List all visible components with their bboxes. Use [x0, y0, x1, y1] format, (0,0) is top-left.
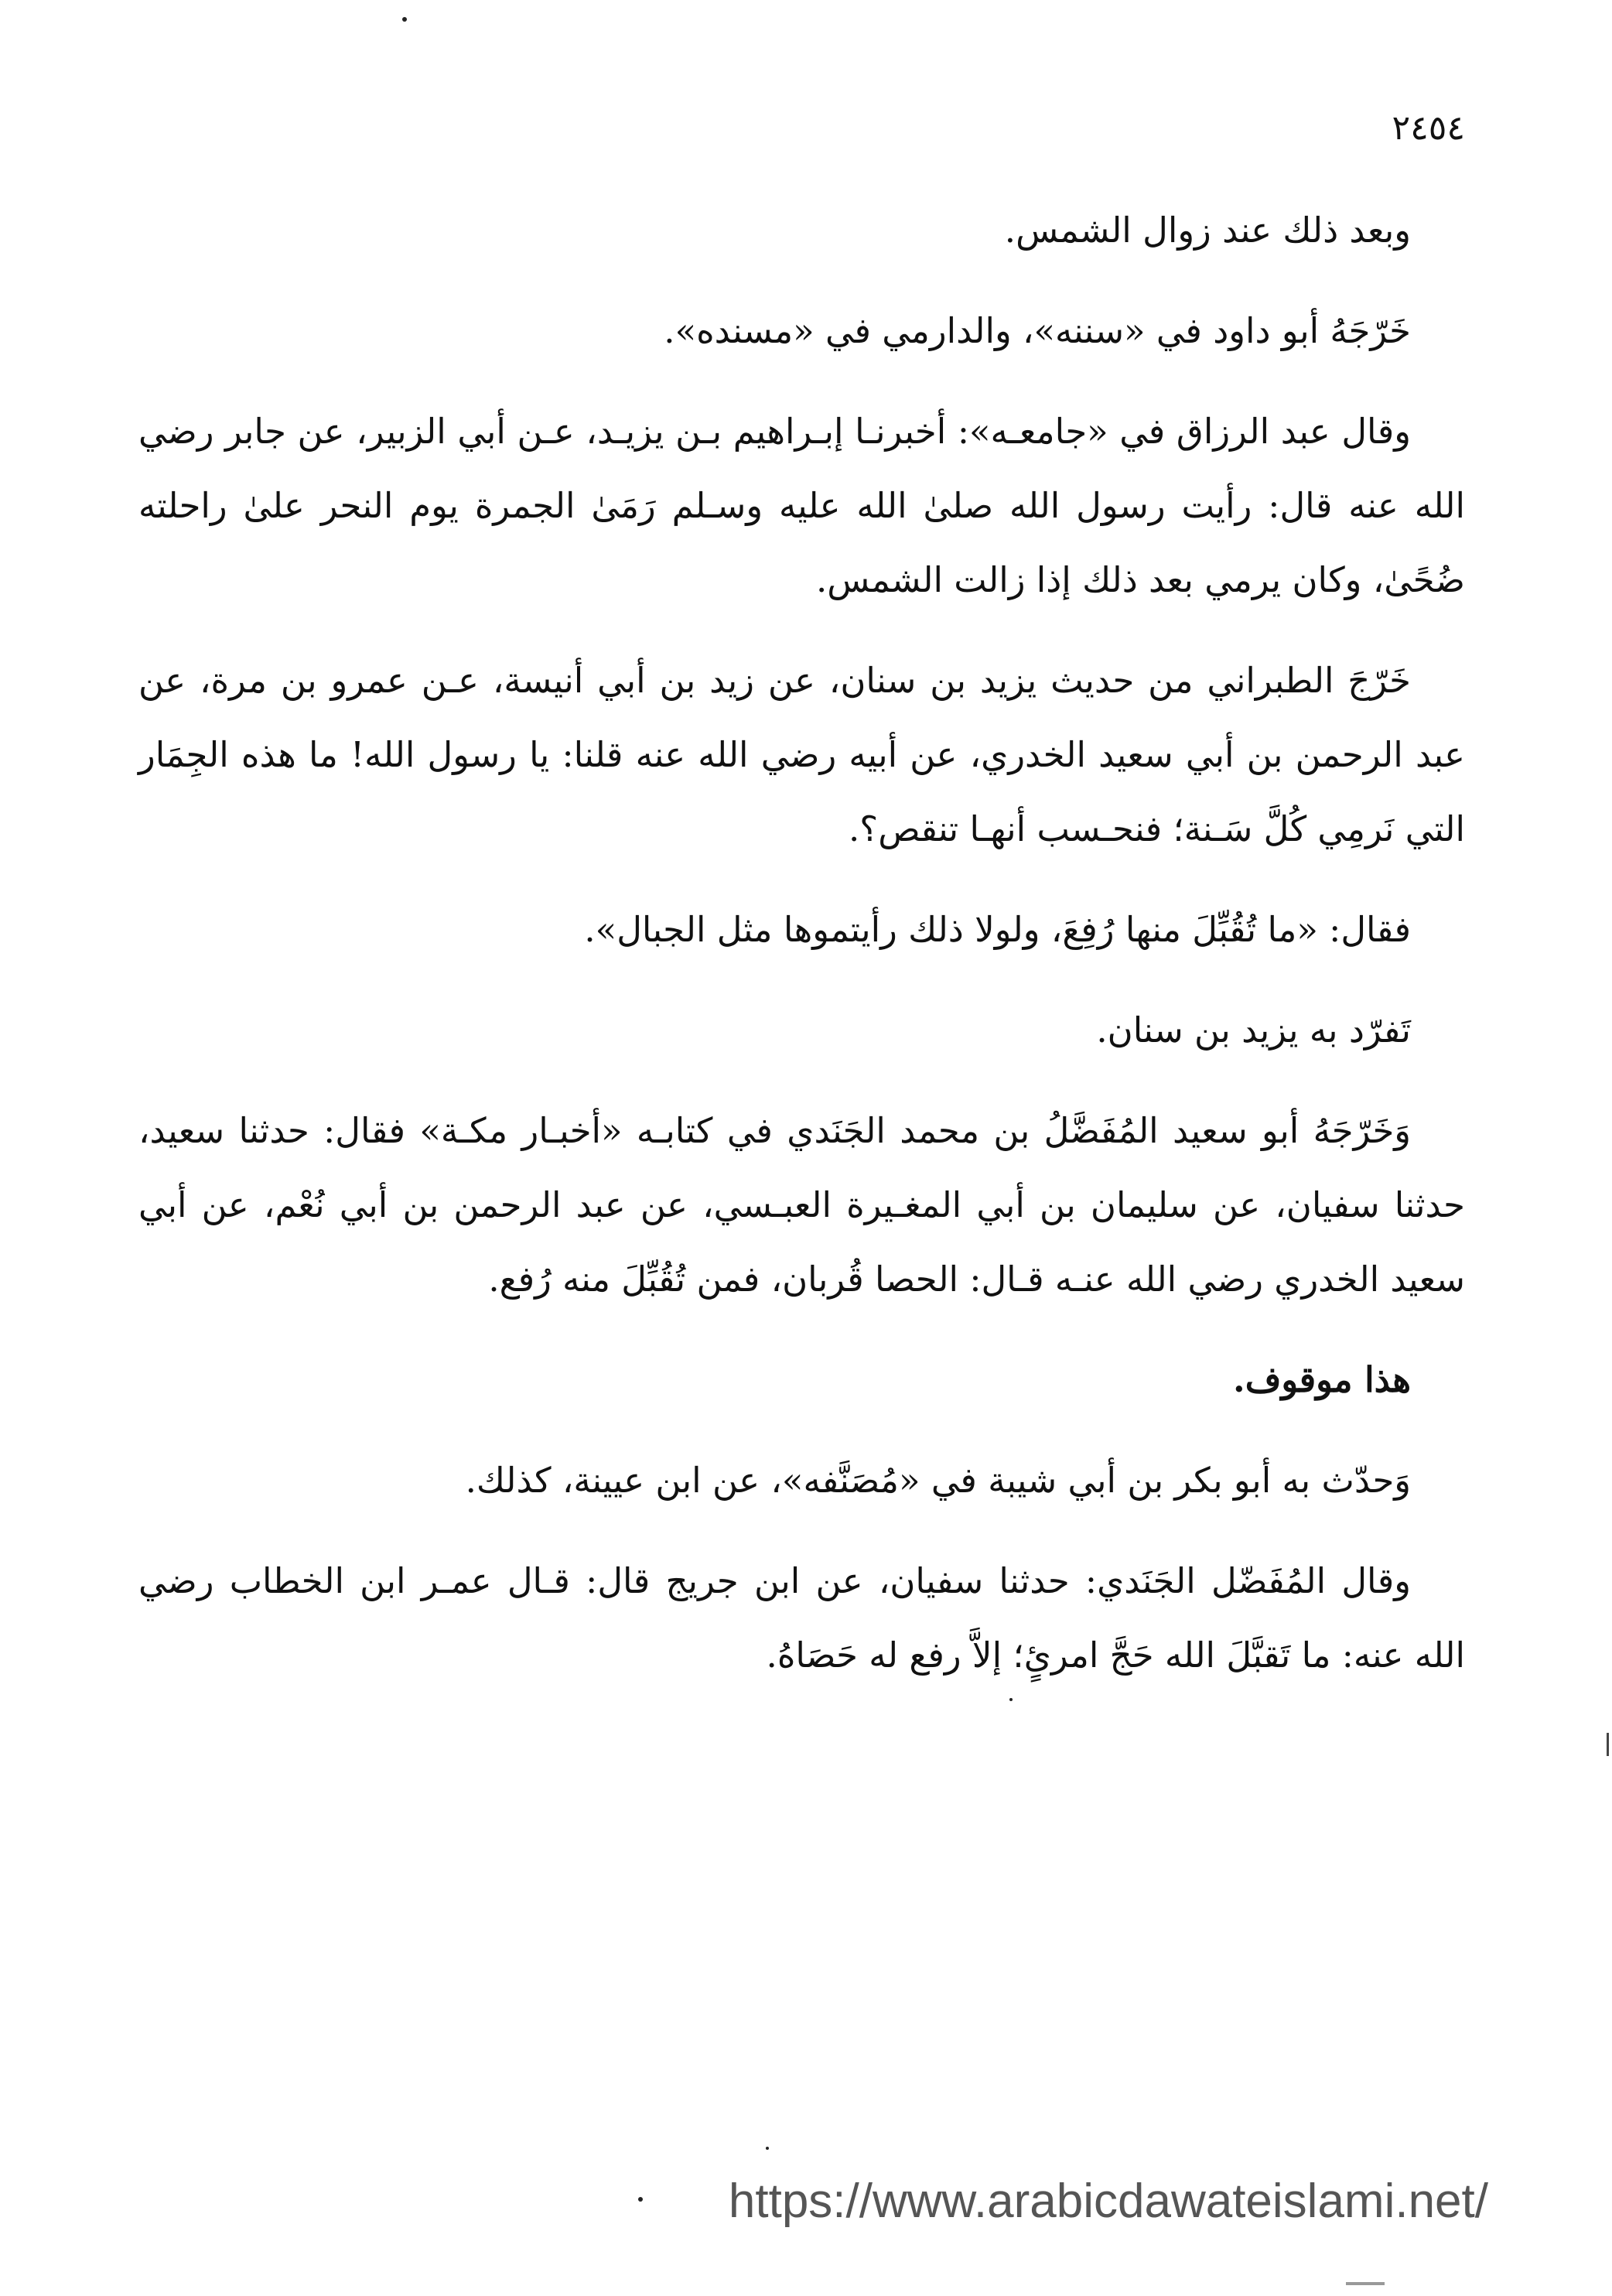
paragraph-10: وقال المُفَضّل الجَنَدي: حدثنا سفيان، عن ابن جريج قال: قـال عمـر ابن الخطاب رضي الله عنه: ما تَقبَّلَ الله حَجَّ امرئٍ؛ إلاَّ رفع له حَصَاهُ.: [138, 1560, 1465, 1676]
paragraph-5: فقال: «ما تُقُبِّلَ منها رُفِعَ، ولولا ذلك رأيتموها مثل الجبال».: [584, 909, 1411, 950]
margin-tick: [1607, 1733, 1609, 1756]
paragraph-9: وَحدّث به أبو بكر بن أبي شيبة في «مُصَنَّفه»، عن ابن عيينة، كذلك.: [465, 1460, 1411, 1501]
page-number: ٢٤٥٤: [1392, 108, 1465, 148]
scan-speck: [638, 2197, 643, 2202]
scan-edge-mark: [1346, 2282, 1385, 2285]
scan-speck: [766, 2147, 769, 2150]
watermark-url: https://www.arabicdawateislami.net/: [728, 2175, 1488, 2228]
paragraph-6: تَفرّد به يزيد بن سنان.: [1096, 1010, 1411, 1051]
paragraph-7: وَخَرّجَهُ أبو سعيد المُفَضَّلُ بن محمد الجَنَدي في كتابـه «أخبـار مكـة» فقال: حدثنا سعيد، حدثنا سفيان، عن سليمان بن أبي المغـيرة العبـسي، عن عبد الرحمن بن أبي نُعْم، عن أبي سعيد الخدري رضي الله عنـه قـال: الحصا قُربان، فمن تُقُبِّلَ منه رُفع.: [138, 1110, 1465, 1300]
paragraph-4: خَرّجَ الطبراني من حديث يزيد بن سنان، عن زيد بن أبي أنيسة، عـن عمرو بن مرة، عن عبد الرحمن بن أبي سعيد الخدري، عن أبيه رضي الله عنه قلنا: يا رسول الله! ما هذه الجِمَار التي نَرمِي كُلَّ سَـنة؛ فنحـسب أنهـا تنقص؟.: [138, 660, 1465, 849]
paragraph-1: وبعد ذلك عند زوال الشمس.: [1004, 210, 1411, 251]
scan-speck: [402, 17, 407, 22]
paragraph-8: هذا موقوف.: [1233, 1359, 1411, 1400]
paragraph-2: خَرّجَهُ أبو داود في «سننه»، والدارمي في «مسنده».: [664, 310, 1411, 351]
page-body: [138, 193, 1465, 1719]
paragraph-3: وقال عبد الرزاق في «جامعـه»: أخبرنـا إبـراهيم بـن يزيـد، عـن أبي الزبير، عن جابر رضي الله عنه قال: رأيت رسول الله صلىٰ الله عليه وسـلم رَمَىٰ الجمرة يوم النحر علىٰ راحلته ضُحًىٰ، وكان يرمي بعد ذلك إذا زالت الشمس.: [138, 411, 1465, 600]
